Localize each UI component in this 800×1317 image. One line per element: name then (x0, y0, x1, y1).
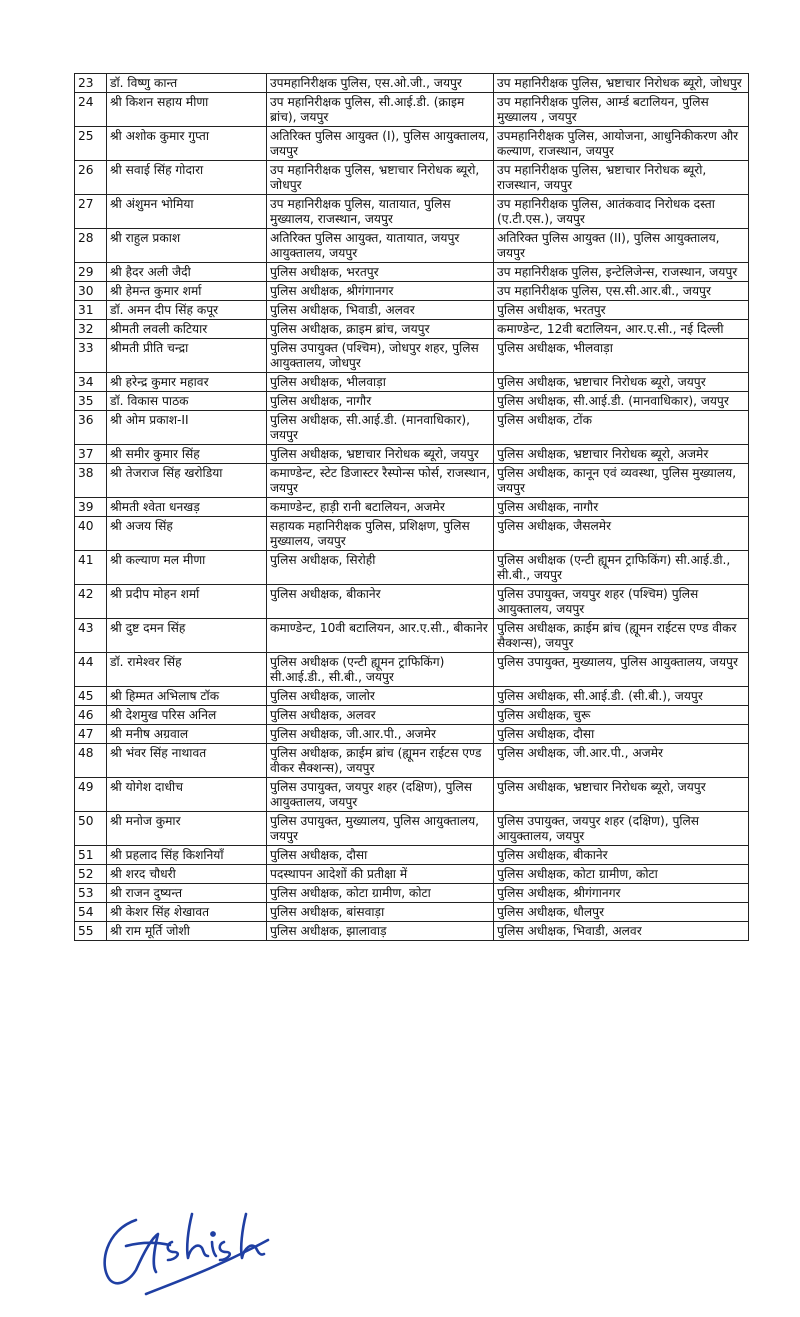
serial-number-cell: 48 (75, 744, 107, 778)
current-posting-cell: कमाण्डेन्ट, स्टेट डिजास्टर रैस्पोन्स फोर्स, राजस्थान, जयपुर (267, 464, 494, 498)
current-posting-cell: सहायक महानिरीक्षक पुलिस, प्रशिक्षण, पुलिस मुख्यालय, जयपुर (267, 517, 494, 551)
new-posting-cell: पुलिस अधीक्षक, भ्रष्टाचार निरोधक ब्यूरो, जयपुर (494, 778, 749, 812)
new-posting-cell: पुलिस उपायुक्त, मुख्यालय, पुलिस आयुक्तालय, जयपुर (494, 653, 749, 687)
table-row (75, 619, 749, 653)
officer-name-cell: श्रीमती लवली कटियार (107, 320, 267, 339)
table-row (75, 778, 749, 812)
table-row (75, 903, 749, 922)
serial-number-cell: 30 (75, 282, 107, 301)
table-row (75, 229, 749, 263)
new-posting-cell: उप महानिरीक्षक पुलिस, इन्टेलिजेन्स, राजस्थान, जयपुर (494, 263, 749, 282)
current-posting-cell: अतिरिक्त पुलिस आयुक्त, यातायात, जयपुर आयुक्तालय, जयपुर (267, 229, 494, 263)
current-posting-cell: पुलिस अधीक्षक, भिवाडी, अलवर (267, 301, 494, 320)
new-posting-cell: पुलिस अधीक्षक, सी.आई.डी. (सी.बी.), जयपुर (494, 687, 749, 706)
new-posting-cell: पुलिस अधीक्षक, चुरू (494, 706, 749, 725)
officer-name-cell: श्री योगेश दाधीच (107, 778, 267, 812)
table-row (75, 812, 749, 846)
serial-number-cell: 24 (75, 93, 107, 127)
current-posting-cell: पुलिस अधीक्षक, नागौर (267, 392, 494, 411)
table-row (75, 653, 749, 687)
table-row (75, 687, 749, 706)
table-row (75, 127, 749, 161)
table-row (75, 445, 749, 464)
serial-number-cell: 33 (75, 339, 107, 373)
officer-name-cell: डॉ. विकास पाठक (107, 392, 267, 411)
officer-name-cell: श्री हेमन्त कुमार शर्मा (107, 282, 267, 301)
table-row (75, 884, 749, 903)
serial-number-cell: 55 (75, 922, 107, 941)
serial-number-cell: 40 (75, 517, 107, 551)
serial-number-cell: 39 (75, 498, 107, 517)
current-posting-cell: पुलिस अधीक्षक, अलवर (267, 706, 494, 725)
serial-number-cell: 52 (75, 865, 107, 884)
current-posting-cell: अतिरिक्त पुलिस आयुक्त (I), पुलिस आयुक्तालय, जयपुर (267, 127, 494, 161)
new-posting-cell: उप महानिरीक्षक पुलिस, भ्रष्टाचार निरोधक ब्यूरो, राजस्थान, जयपुर (494, 161, 749, 195)
table-row (75, 282, 749, 301)
current-posting-cell: उप महानिरीक्षक पुलिस, भ्रष्टाचार निरोधक ब्यूरो, जोधपुर (267, 161, 494, 195)
current-posting-cell: पुलिस अधीक्षक, भीलवाड़ा (267, 373, 494, 392)
current-posting-cell: पुलिस अधीक्षक, भ्रष्टाचार निरोधक ब्यूरो, जयपुर (267, 445, 494, 464)
officer-name-cell: श्री देशमुख परिस अनिल (107, 706, 267, 725)
officer-name-cell: श्री मनीष अग्रवाल (107, 725, 267, 744)
officer-name-cell: श्री भंवर सिंह नाथावत (107, 744, 267, 778)
table-row (75, 922, 749, 941)
table-row (75, 301, 749, 320)
serial-number-cell: 54 (75, 903, 107, 922)
officer-name-cell: श्री तेजराज सिंह खरोडिया (107, 464, 267, 498)
serial-number-cell: 26 (75, 161, 107, 195)
officer-name-cell: श्री केशर सिंह शेखावत (107, 903, 267, 922)
serial-number-cell: 25 (75, 127, 107, 161)
new-posting-cell: पुलिस अधीक्षक, भरतपुर (494, 301, 749, 320)
new-posting-cell: पुलिस अधीक्षक (एन्टी ह्यूमन ट्राफिकिंग) सी.आई.डी., सी.बी., जयपुर (494, 551, 749, 585)
officer-name-cell: श्री हरेन्द्र कुमार महावर (107, 373, 267, 392)
serial-number-cell: 29 (75, 263, 107, 282)
table-row (75, 373, 749, 392)
officer-name-cell: श्री प्रदीप मोहन शर्मा (107, 585, 267, 619)
current-posting-cell: पुलिस उपायुक्त, मुख्यालय, पुलिस आयुक्तालय, जयपुर (267, 812, 494, 846)
current-posting-cell: पुलिस अधीक्षक, क्राईम ब्रांच (ह्यूमन राईटस एण्ड वीकर सैक्शन्स), जयपुर (267, 744, 494, 778)
officer-name-cell: श्री हिम्मत अभिलाष टॉक (107, 687, 267, 706)
current-posting-cell: उप महानिरीक्षक पुलिस, यातायात, पुलिस मुख्यालय, राजस्थान, जयपुर (267, 195, 494, 229)
new-posting-cell: उप महानिरीक्षक पुलिस, आतंकवाद निरोधक दस्ता (ए.टी.एस.), जयपुर (494, 195, 749, 229)
new-posting-cell: पुलिस उपायुक्त, जयपुर शहर (दक्षिण), पुलिस आयुक्तालय, जयपुर (494, 812, 749, 846)
new-posting-cell: पुलिस अधीक्षक, नागौर (494, 498, 749, 517)
table-row (75, 865, 749, 884)
current-posting-cell: कमाण्डेन्ट, 10वी बटालियन, आर.ए.सी., बीकानेर (267, 619, 494, 653)
new-posting-cell: पुलिस अधीक्षक, क्राईम ब्रांच (ह्यूमन राईटस एण्ड वीकर सैक्शन्स), जयपुर (494, 619, 749, 653)
new-posting-cell: पुलिस अधीक्षक, बीकानेर (494, 846, 749, 865)
current-posting-cell: पुलिस अधीक्षक, बीकानेर (267, 585, 494, 619)
officer-name-cell: श्री प्रहलाद सिंह किशनियाँ (107, 846, 267, 865)
signature-image (96, 1200, 276, 1300)
table-row (75, 320, 749, 339)
officer-name-cell: डॉ. विष्णु कान्त (107, 74, 267, 93)
serial-number-cell: 46 (75, 706, 107, 725)
officer-name-cell: श्री हैदर अली जैदी (107, 263, 267, 282)
table-row (75, 725, 749, 744)
current-posting-cell: पदस्थापन आदेशों की प्रतीक्षा में (267, 865, 494, 884)
officer-name-cell: श्री समीर कुमार सिंह (107, 445, 267, 464)
table-row (75, 263, 749, 282)
serial-number-cell: 34 (75, 373, 107, 392)
current-posting-cell: पुलिस उपायुक्त (पश्चिम), जोधपुर शहर, पुलिस आयुक्तालय, जोधपुर (267, 339, 494, 373)
serial-number-cell: 28 (75, 229, 107, 263)
current-posting-cell: कमाण्डेन्ट, हाड़ी रानी बटालियन, अजमेर (267, 498, 494, 517)
new-posting-cell: पुलिस अधीक्षक, धौलपुर (494, 903, 749, 922)
current-posting-cell: पुलिस अधीक्षक, जालोर (267, 687, 494, 706)
serial-number-cell: 50 (75, 812, 107, 846)
serial-number-cell: 42 (75, 585, 107, 619)
officer-name-cell: श्री अशोक कुमार गुप्ता (107, 127, 267, 161)
new-posting-cell: अतिरिक्त पुलिस आयुक्त (II), पुलिस आयुक्तालय, जयपुर (494, 229, 749, 263)
officer-name-cell: श्री राजन दुष्यन्त (107, 884, 267, 903)
new-posting-cell: उप महानिरीक्षक पुलिस, आर्म्ड बटालियन, पुलिस मुख्यालय , जयपुर (494, 93, 749, 127)
current-posting-cell: पुलिस अधीक्षक, कोटा ग्रामीण, कोटा (267, 884, 494, 903)
new-posting-cell: उप महानिरीक्षक पुलिस, भ्रष्टाचार निरोधक ब्यूरो, जोधपुर (494, 74, 749, 93)
serial-number-cell: 51 (75, 846, 107, 865)
serial-number-cell: 35 (75, 392, 107, 411)
new-posting-cell: पुलिस अधीक्षक, टोंक (494, 411, 749, 445)
officer-name-cell: श्री ओम प्रकाश-II (107, 411, 267, 445)
officer-name-cell: श्री कल्याण मल मीणा (107, 551, 267, 585)
new-posting-cell: पुलिस अधीक्षक, सी.आई.डी. (मानवाधिकार), जयपुर (494, 392, 749, 411)
officer-name-cell: श्री मनोज कुमार (107, 812, 267, 846)
table-row (75, 517, 749, 551)
officer-name-cell: श्रीमती श्वेता धनखड़ (107, 498, 267, 517)
officer-name-cell: डॉ. रामेश्वर सिंह (107, 653, 267, 687)
table-row (75, 551, 749, 585)
current-posting-cell: पुलिस अधीक्षक, भरतपुर (267, 263, 494, 282)
serial-number-cell: 27 (75, 195, 107, 229)
new-posting-cell: पुलिस अधीक्षक, कानून एवं व्यवस्था, पुलिस मुख्यालय, जयपुर (494, 464, 749, 498)
officer-name-cell: श्री अंशुमन भोमिया (107, 195, 267, 229)
table-row (75, 464, 749, 498)
officer-name-cell: श्री राहुल प्रकाश (107, 229, 267, 263)
serial-number-cell: 45 (75, 687, 107, 706)
new-posting-cell: उपमहानिरीक्षक पुलिस, आयोजना, आधुनिकीकरण और कल्याण, राजस्थान, जयपुर (494, 127, 749, 161)
new-posting-cell: कमाण्डेन्ट, 12वी बटालियन, आर.ए.सी., नई दिल्ली (494, 320, 749, 339)
serial-number-cell: 49 (75, 778, 107, 812)
officer-name-cell: डॉ. अमन दीप सिंह कपूर (107, 301, 267, 320)
new-posting-cell: पुलिस अधीक्षक, भीलवाड़ा (494, 339, 749, 373)
transfer-table (74, 73, 749, 941)
serial-number-cell: 31 (75, 301, 107, 320)
current-posting-cell: पुलिस अधीक्षक, क्राइम ब्रांच, जयपुर (267, 320, 494, 339)
current-posting-cell: पुलिस अधीक्षक, जी.आर.पी., अजमेर (267, 725, 494, 744)
new-posting-cell: पुलिस अधीक्षक, जी.आर.पी., अजमेर (494, 744, 749, 778)
officer-name-cell: श्री राम मूर्ति जोशी (107, 922, 267, 941)
table-row (75, 585, 749, 619)
serial-number-cell: 37 (75, 445, 107, 464)
current-posting-cell: पुलिस अधीक्षक, सी.आई.डी. (मानवाधिकार), जयपुर (267, 411, 494, 445)
table-row (75, 74, 749, 93)
serial-number-cell: 43 (75, 619, 107, 653)
officer-name-cell: श्री किशन सहाय मीणा (107, 93, 267, 127)
current-posting-cell: उपमहानिरीक्षक पुलिस, एस.ओ.जी., जयपुर (267, 74, 494, 93)
table-row (75, 846, 749, 865)
new-posting-cell: पुलिस अधीक्षक, कोटा ग्रामीण, कोटा (494, 865, 749, 884)
new-posting-cell: पुलिस अधीक्षक, श्रीगंगानगर (494, 884, 749, 903)
table-row (75, 744, 749, 778)
serial-number-cell: 44 (75, 653, 107, 687)
current-posting-cell: पुलिस अधीक्षक (एन्टी ह्यूमन ट्राफिकिंग) सी.आई.डी., सी.बी., जयपुर (267, 653, 494, 687)
table-row (75, 706, 749, 725)
serial-number-cell: 47 (75, 725, 107, 744)
serial-number-cell: 38 (75, 464, 107, 498)
current-posting-cell: पुलिस अधीक्षक, बांसवाड़ा (267, 903, 494, 922)
current-posting-cell: उप महानिरीक्षक पुलिस, सी.आई.डी. (क्राइम ब्रांच), जयपुर (267, 93, 494, 127)
new-posting-cell: पुलिस अधीक्षक, भिवाडी, अलवर (494, 922, 749, 941)
table-row (75, 411, 749, 445)
new-posting-cell: उप महानिरीक्षक पुलिस, एस.सी.आर.बी., जयपुर (494, 282, 749, 301)
new-posting-cell: पुलिस अधीक्षक, भ्रष्टाचार निरोधक ब्यूरो, जयपुर (494, 373, 749, 392)
table-row (75, 161, 749, 195)
new-posting-cell: पुलिस उपायुक्त, जयपुर शहर (पश्चिम) पुलिस आयुक्तालय, जयपुर (494, 585, 749, 619)
serial-number-cell: 32 (75, 320, 107, 339)
table-row (75, 498, 749, 517)
serial-number-cell: 53 (75, 884, 107, 903)
table-row (75, 392, 749, 411)
officer-name-cell: श्री दुष्ट दमन सिंह (107, 619, 267, 653)
officer-name-cell: श्री अजय सिंह (107, 517, 267, 551)
table-row (75, 195, 749, 229)
current-posting-cell: पुलिस अधीक्षक, झालावाड़ (267, 922, 494, 941)
table-row (75, 339, 749, 373)
current-posting-cell: पुलिस अधीक्षक, सिरोही (267, 551, 494, 585)
current-posting-cell: पुलिस उपायुक्त, जयपुर शहर (दक्षिण), पुलिस आयुक्तालय, जयपुर (267, 778, 494, 812)
new-posting-cell: पुलिस अधीक्षक, भ्रष्टाचार निरोधक ब्यूरो, अजमेर (494, 445, 749, 464)
transfer-table-body (75, 74, 749, 941)
officer-name-cell: श्री शरद चौधरी (107, 865, 267, 884)
serial-number-cell: 36 (75, 411, 107, 445)
current-posting-cell: पुलिस अधीक्षक, श्रीगंगानगर (267, 282, 494, 301)
current-posting-cell: पुलिस अधीक्षक, दौसा (267, 846, 494, 865)
new-posting-cell: पुलिस अधीक्षक, दौसा (494, 725, 749, 744)
table-row (75, 93, 749, 127)
officer-name-cell: श्रीमती प्रीति चन्द्रा (107, 339, 267, 373)
serial-number-cell: 41 (75, 551, 107, 585)
serial-number-cell: 23 (75, 74, 107, 93)
new-posting-cell: पुलिस अधीक्षक, जैसलमेर (494, 517, 749, 551)
officer-name-cell: श्री सवाई सिंह गोदारा (107, 161, 267, 195)
